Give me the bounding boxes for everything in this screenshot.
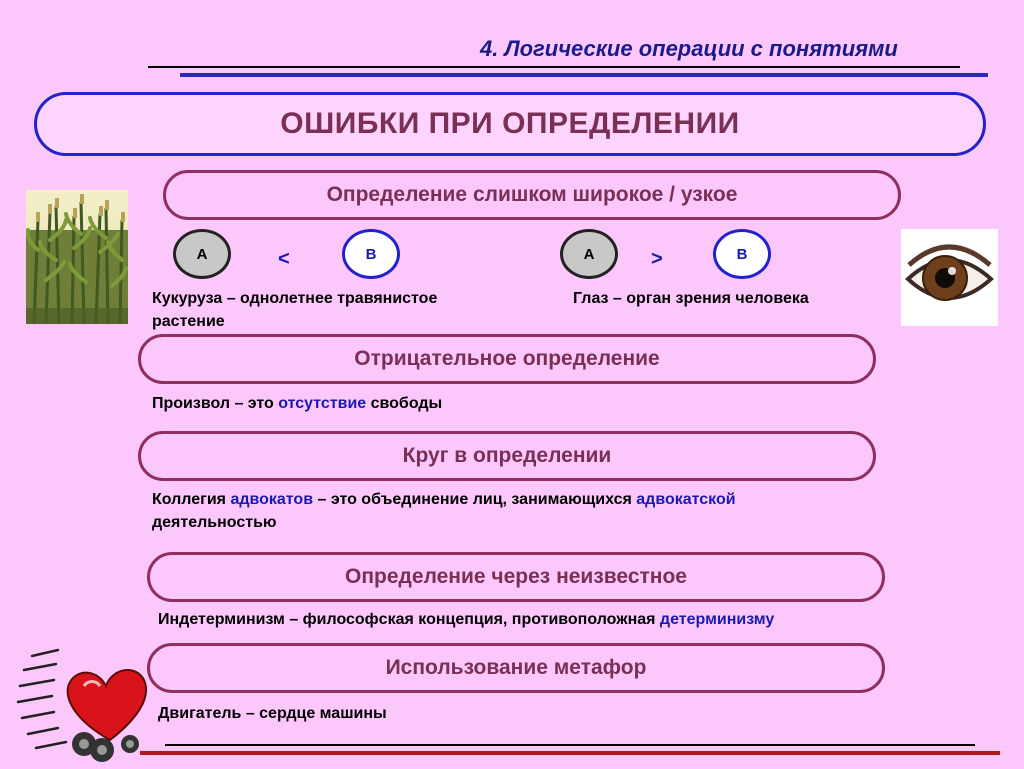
- main-title: ОШИБКИ ПРИ ОПРЕДЕЛЕНИИ: [280, 107, 740, 140]
- section-unknown-title: Определение через неизвестное: [345, 565, 687, 588]
- header-rule-blue: [180, 73, 988, 77]
- example-negative: [152, 392, 442, 415]
- section-circular: [138, 431, 876, 481]
- section-unknown: [147, 552, 885, 602]
- example-circular-part1: Коллегия: [152, 491, 231, 508]
- corn-photo: [26, 190, 128, 324]
- example-negative-part1: Произвол – это: [152, 395, 279, 412]
- left-less-than-sign: <: [278, 248, 290, 270]
- example-corn: [152, 287, 437, 333]
- section-metaphor: [147, 643, 885, 693]
- example-unknown: [158, 608, 774, 631]
- footer-rule-red: [140, 751, 1000, 755]
- right-circle-b: В: [713, 229, 771, 279]
- example-circular-highlight2: адвокатской: [636, 491, 736, 508]
- heart-on-wheels-clipart: [14, 640, 154, 764]
- right-greater-than-sign: >: [651, 248, 663, 270]
- section-negative-title: Отрицательное определение: [354, 347, 660, 370]
- example-unknown-part1: Индетерминизм – философская концепция, противоположная: [158, 611, 660, 628]
- example-circular-line2: деятельностью: [152, 514, 277, 531]
- example-unknown-highlight: детерминизму: [659, 611, 775, 628]
- example-eye: Глаз – орган зрения человека: [573, 290, 809, 307]
- slide-header-title: 4. Логические операции с понятиями: [480, 36, 898, 61]
- section-metaphor-title: Использование метафор: [385, 656, 647, 679]
- example-negative-highlight: отсутствие: [278, 395, 367, 412]
- main-title-box: [34, 92, 986, 156]
- example-corn-line1: Кукуруза – однолетнее травянистое: [152, 290, 438, 307]
- example-circular-highlight1: адвокатов: [230, 491, 314, 508]
- left-circle-b: В: [342, 229, 400, 279]
- example-circular: [152, 488, 736, 534]
- footer-rule-black: [165, 744, 975, 746]
- section-circular-title: Круг в определении: [402, 444, 612, 467]
- example-metaphor: Двигатель – сердце машины: [158, 705, 387, 722]
- example-circular-line1: [152, 488, 736, 511]
- example-negative-part2: свободы: [366, 395, 443, 412]
- example-corn-line2: растение: [152, 313, 225, 330]
- right-circle-a: А: [560, 229, 618, 279]
- section-negative: [138, 334, 876, 384]
- eye-photo: [901, 229, 998, 326]
- section-wide-narrow-title: Определение слишком широкое / узкое: [326, 183, 738, 206]
- section-wide-narrow: [163, 170, 901, 220]
- left-circle-a: А: [173, 229, 231, 279]
- example-circular-part2: – это объединение лиц, занимающихся: [313, 491, 637, 508]
- header-rule-black: [148, 66, 960, 68]
